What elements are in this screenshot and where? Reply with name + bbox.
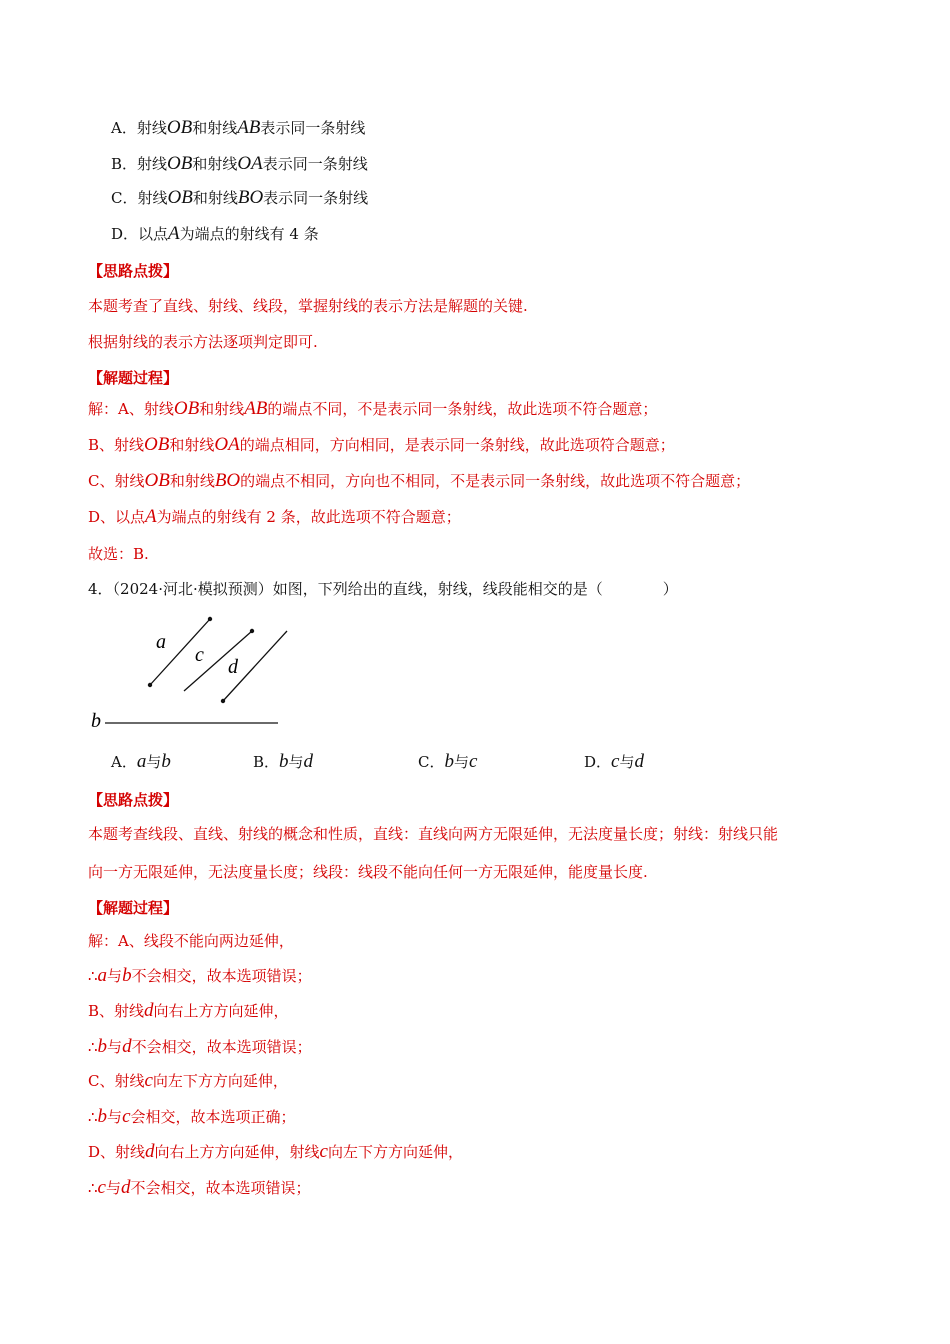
q3-process-header: 【解题过程】 (88, 369, 179, 387)
q4-process-header: 【解题过程】 (88, 899, 179, 917)
q4-process-line: 解：A、线段不能向两边延伸， (88, 932, 294, 950)
q3-process-line: D、以点A为端点的射线有 2 条，故此选项不符合题意； (88, 506, 461, 527)
q4-option-a: A．a与b (111, 751, 171, 772)
q3-process-line: C、射线OB和射线BO的端点不相同，方向也不相同，不是表示同一条射线，故此选项不符合题意； (88, 470, 751, 491)
q4-process-line: ∴b与c会相交，故本选项正确； (88, 1106, 296, 1127)
q4-process-line: ∴b与d不会相交，故本选项错误； (88, 1036, 312, 1057)
q3-option-d: D．以点A为端点的射线有 4 条 (111, 223, 319, 244)
q3-option-b: B．射线OB和射线OA表示同一条射线 (111, 153, 368, 174)
q4-process-line: C、射线c向左下方方向延伸， (88, 1070, 288, 1091)
ray-c-endpoint (250, 629, 254, 633)
q4-figure (80, 605, 300, 735)
label-d: d (228, 656, 238, 678)
label-a: a (156, 631, 166, 653)
q3-process-line: 解：A、射线OB和射线AB的端点不同，不是表示同一条射线，故此选项不符合题意； (88, 398, 658, 419)
q3-process-line: B、射线OB和射线OA的端点相同，方向相同，是表示同一条射线，故此选项符合题意； (88, 434, 675, 455)
segment-a-endpoint (208, 617, 212, 621)
q3-option-a: A．射线OB和射线AB表示同一条射线 (111, 117, 366, 138)
label-b: b (91, 710, 101, 732)
q4-process-line: D、射线d向右上方方向延伸，射线c向左下方方向延伸， (88, 1141, 463, 1162)
segment-a-endpoint (148, 683, 152, 687)
ray-d-endpoint (221, 699, 225, 703)
q4-option-c: C．b与c (418, 751, 478, 772)
q4-option-b: B．b与d (253, 751, 314, 772)
q4-process-line: B、射线d向右上方方向延伸， (88, 1000, 289, 1021)
q4-option-d: D．c与d (584, 751, 644, 772)
q4-hint-line: 向一方无限延伸，无法度量长度；线段：线段不能向任何一方无限延伸，能度量长度. (88, 863, 648, 881)
q3-hint-header: 【思路点拨】 (88, 262, 179, 280)
q4-process-line: ∴a与b不会相交，故本选项错误； (88, 965, 312, 986)
q4-hint-line: 本题考查线段、直线、射线的概念和性质，直线：直线向两方无限延伸，无法度量长度；射线：射线只能 (88, 825, 779, 843)
label-c: c (195, 644, 204, 666)
q3-answer: 故选：B. (88, 545, 149, 563)
q3-hint-line: 本题考查了直线、射线、线段，掌握射线的表示方法是解题的关键. (88, 297, 528, 315)
q4-stem: 4．（2024·河北·模拟预测）如图，下列给出的直线，射线，线段能相交的是（ ） (88, 580, 678, 598)
q4-process-line: ∴c与d不会相交，故本选项错误； (88, 1177, 311, 1198)
q4-hint-header: 【思路点拨】 (88, 791, 179, 809)
q3-option-c: C．射线OB和射线BO表示同一条射线 (111, 187, 369, 208)
q3-hint-line: 根据射线的表示方法逐项判定即可. (88, 333, 318, 351)
